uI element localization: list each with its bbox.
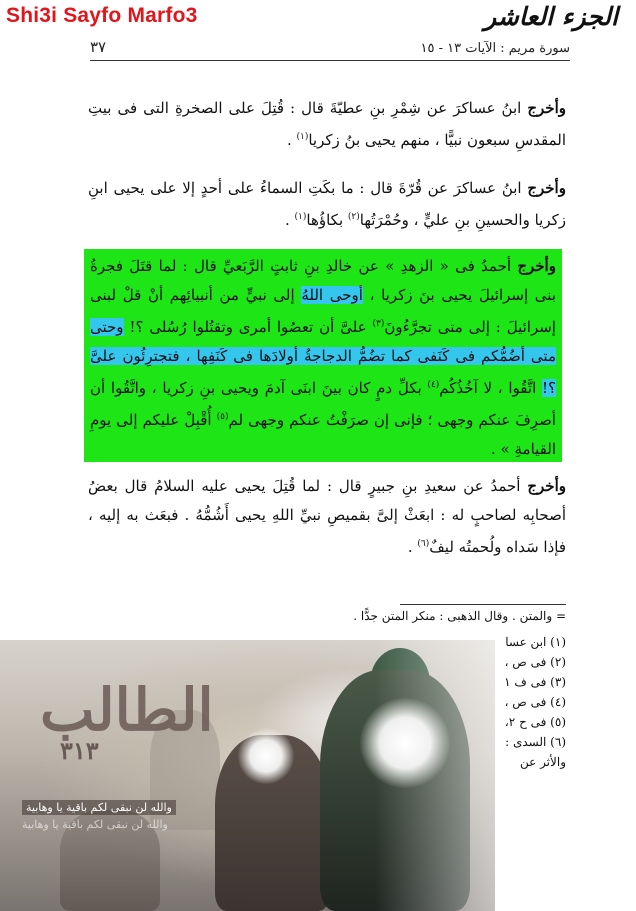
- paragraph-text: أحمدُ فى « الزهدِ » عن خالدِ بنِ ثابتٍ الرَّبَعيِّ قال : لما قتَلَ فجرةُ بنى إسرائيلَ يحيى بنَ زكريا ،: [90, 257, 556, 304]
- paragraph-text: علىَّ أن تعصُوا أمرى وتقتُلوا رُسُلى ؟!: [129, 318, 367, 336]
- paragraph-2: [88, 174, 566, 235]
- footnote-item: (٦) السدى :: [505, 735, 566, 749]
- paragraph-4: [88, 472, 566, 562]
- paragraph-text: اتَّقُوا ، لا آخُذُكُم: [439, 379, 537, 397]
- paragraph-text: ابنُ عساكرَ عن شِمْرِ بنِ عطيّةَ قال : قُتِلَ على الصخرةِ التى فى بيتِ المقدسِ سبعون نبيًّا ، منهم يحيى بنُ زكريا: [88, 99, 566, 149]
- running-head: [90, 38, 570, 56]
- footnote-ref: (٦): [417, 539, 430, 549]
- footnote-item: (٤) فى ص ،: [504, 695, 566, 709]
- paragraph-end: .: [286, 131, 297, 149]
- paragraph-text: أحمدُ عن سعيدِ بنِ جبيرٍ قال : لما قُتِلَ يحيى عليه السلامُ قال بعضُ أصحابِه لصاحبٍ له : ابعَثْ إلىَّ بقميصِ نبيِّ اللهِ يحيى أَشُمُّهُ . فبعَث به إليه ، فإذا سَداه ولُحمتُه ليفٌ: [88, 477, 566, 556]
- paragraph-text: إلى نبيٍّ من أنبيائِهم أنْ قلْ لبنى إسرائيلَ : إلى متى تجرَّءُونَ: [90, 286, 556, 336]
- footnote-ref: (١): [296, 132, 309, 142]
- photo-caption-shadow: والله لن نبقى لكم باقية يا وهابية: [22, 818, 168, 831]
- footnote-ref: (٢): [347, 212, 360, 222]
- footnote-rule: [400, 604, 566, 605]
- lead-word: وأخرج: [527, 99, 566, 117]
- header-rule: [90, 60, 570, 61]
- blue-highlight: وحتى متى أضُمُّكم فى كَنَفى كما تضُمُّ الدجاجةُ أولادَها فى كَنَفِها ، فتجترِئُون علىَّ ؟!: [90, 318, 556, 397]
- paragraph-end: .: [407, 538, 418, 556]
- paragraph-text: أُقْبِلْ عليكم إلى يومِ القيامةِ » .: [90, 411, 556, 458]
- lead-word: وأخرج: [527, 477, 566, 495]
- footnote-ref: (٤): [427, 380, 440, 390]
- footnote-item: (١) ابن عسا: [505, 635, 566, 649]
- highlighted-paragraph: [84, 249, 562, 462]
- paragraph-text: بكلِّ دمٍ كان بينَ ابنَى آدمَ ويحيى بنِ زكريا ، واتَّقُوا أن أصرِفَ عنكم وجهى ؛ فإنى إن صرَفْتُ عنكم وجهى لم: [90, 379, 556, 429]
- lead-word: وأخرج: [527, 179, 566, 197]
- calligraphy-number: ٣١٣: [60, 736, 99, 765]
- footnote-item: (٢) فى ص ،: [504, 655, 566, 669]
- footnote-ref: (٣): [372, 319, 385, 329]
- footnote-item: (٣) فى ف ١: [504, 675, 566, 689]
- lead-word: وأخرج: [517, 257, 556, 275]
- overlay-photo: [0, 640, 495, 911]
- calligraphy-logo: الطالب: [40, 676, 214, 744]
- paragraph-text-mid: بكاؤُها: [306, 211, 348, 229]
- page-number: ٣٧: [90, 38, 107, 56]
- surah-heading: سورة مريم : الآيات ١٣ - ١٥: [420, 41, 570, 56]
- paragraph-1: [88, 94, 566, 155]
- footnote-item: (٥) فى ح ٢،: [504, 715, 566, 729]
- blue-highlight: أوحى اللهُ: [301, 286, 363, 304]
- footnote-ref: (٥): [216, 412, 229, 422]
- juz-title: الجزء العاشر: [484, 2, 618, 31]
- footnote-ref: (١): [294, 212, 307, 222]
- footnote-item: والأثر عن: [519, 755, 566, 769]
- footnote-intro: = والمتن . وقال الذهبى : منكر المتن جدًّا .: [353, 609, 566, 623]
- footnote-list: [504, 632, 566, 772]
- site-watermark: Shi3i Sayfo Marfo3: [6, 4, 198, 27]
- photo-fade: [375, 640, 495, 911]
- photo-caption: والله لن نبقى لكم باقية يا وهابية: [22, 800, 176, 815]
- paragraph-text: ابنُ عساكرَ عن قُرّةَ قال : ما بكَتِ السماءُ على أحدٍ إلا على يحيى ابنِ زكريا والحسينِ بنِ عليٍّ ، وحُمْرَتُها: [88, 179, 566, 229]
- face-glow: [238, 728, 294, 784]
- paragraph-end: .: [284, 211, 295, 229]
